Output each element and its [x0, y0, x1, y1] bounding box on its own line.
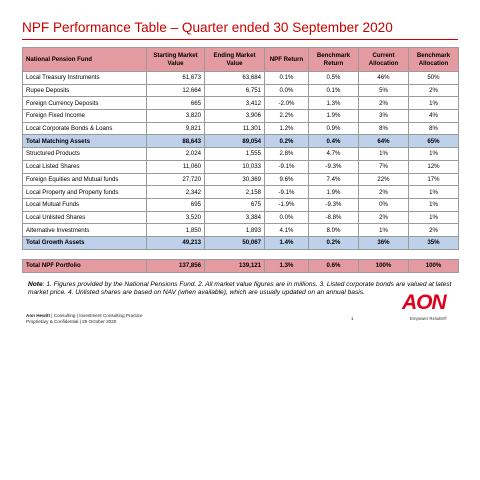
- footer-line-1-rest: | Consulting | Investment Consulting Practice: [50, 313, 143, 318]
- value-cell: 2,024: [147, 148, 205, 161]
- value-cell: -9.1%: [265, 160, 309, 173]
- value-cell: 64%: [359, 135, 409, 148]
- value-cell: 1%: [409, 198, 459, 211]
- value-cell: -8.8%: [309, 211, 359, 224]
- table-row: [23, 160, 459, 173]
- aon-logo-word: AON: [402, 291, 446, 314]
- note-label: Note: [28, 281, 43, 288]
- value-cell: 100%: [409, 259, 459, 273]
- value-cell: 0.5%: [309, 72, 359, 85]
- value-cell: 8%: [409, 122, 459, 135]
- value-cell: 2.8%: [265, 148, 309, 161]
- value-cell: 1,555: [205, 148, 265, 161]
- aon-logo-tagline: Empower Results®: [410, 316, 447, 321]
- value-cell: 46%: [359, 72, 409, 85]
- value-cell: 11,060: [147, 160, 205, 173]
- value-cell: 3,412: [205, 97, 265, 110]
- value-cell: 3%: [359, 110, 409, 123]
- value-cell: 2.2%: [265, 110, 309, 123]
- column-header: Benchmark Return: [309, 48, 359, 72]
- asset-class-cell: Total NPF Portfolio: [23, 259, 147, 273]
- spacer-cell: [23, 249, 459, 259]
- asset-class-cell: Foreign Equities and Mutual funds: [23, 173, 147, 186]
- value-cell: -2.0%: [265, 97, 309, 110]
- value-cell: -9.3%: [309, 160, 359, 173]
- value-cell: 0.0%: [265, 84, 309, 97]
- value-cell: 11,301: [205, 122, 265, 135]
- asset-class-cell: Local Unlisted Shares: [23, 211, 147, 224]
- value-cell: 22%: [359, 173, 409, 186]
- table-body: [23, 72, 459, 273]
- value-cell: 3,906: [205, 110, 265, 123]
- value-cell: 36%: [359, 236, 409, 249]
- value-cell: 4.1%: [265, 224, 309, 237]
- value-cell: 12,664: [147, 84, 205, 97]
- value-cell: 61,673: [147, 72, 205, 85]
- asset-class-cell: Total Growth Assets: [23, 236, 147, 249]
- table-spacer-row: [23, 249, 459, 259]
- column-header: NPF Return: [265, 48, 309, 72]
- value-cell: 2%: [409, 224, 459, 237]
- value-cell: -1.9%: [265, 198, 309, 211]
- column-header: Starting Market Value: [147, 48, 205, 72]
- value-cell: 0.1%: [265, 72, 309, 85]
- table-row: [23, 84, 459, 97]
- table-row: [23, 173, 459, 186]
- performance-table: [22, 47, 459, 273]
- value-cell: 1%: [409, 97, 459, 110]
- asset-class-cell: Total Matching Assets: [23, 135, 147, 148]
- table-row: [23, 224, 459, 237]
- value-cell: 665: [147, 97, 205, 110]
- column-header: Current Allocation: [359, 48, 409, 72]
- value-cell: 63,684: [205, 72, 265, 85]
- asset-class-cell: Alternative Investments: [23, 224, 147, 237]
- table-total-row: [23, 236, 459, 249]
- value-cell: 1.9%: [309, 186, 359, 199]
- value-cell: 139,121: [205, 259, 265, 273]
- value-cell: -9.1%: [265, 186, 309, 199]
- value-cell: 1%: [359, 224, 409, 237]
- value-cell: 6,751: [205, 84, 265, 97]
- asset-class-cell: Rupee Deposits: [23, 84, 147, 97]
- value-cell: 12%: [409, 160, 459, 173]
- value-cell: 695: [147, 198, 205, 211]
- note-text: : 1. Figures provided by the National Pensions Fund. 2. All market value figures are in millions. 3. Listed corporate bonds are valued at latest market price. 4. Unlisted shares are based on NAV (when available), which are usually updated on an annual basis.: [28, 281, 452, 297]
- value-cell: 7%: [359, 160, 409, 173]
- value-cell: 8.0%: [309, 224, 359, 237]
- footnote: [28, 281, 458, 298]
- value-cell: 5%: [359, 84, 409, 97]
- value-cell: 9,821: [147, 122, 205, 135]
- value-cell: 2%: [359, 211, 409, 224]
- value-cell: 50,067: [205, 236, 265, 249]
- value-cell: 675: [205, 198, 265, 211]
- table-row: [23, 148, 459, 161]
- value-cell: 30,369: [205, 173, 265, 186]
- page-title: NPF Performance Table – Quarter ended 30 September 2020: [22, 20, 393, 35]
- value-cell: 137,856: [147, 259, 205, 273]
- value-cell: 1.9%: [309, 110, 359, 123]
- value-cell: 35%: [409, 236, 459, 249]
- table-row: [23, 97, 459, 110]
- value-cell: 9.6%: [265, 173, 309, 186]
- asset-class-cell: Foreign Fixed Income: [23, 110, 147, 123]
- value-cell: 1%: [359, 148, 409, 161]
- value-cell: 10,033: [205, 160, 265, 173]
- value-cell: 7.4%: [309, 173, 359, 186]
- asset-class-cell: Local Listed Shares: [23, 160, 147, 173]
- value-cell: -9.3%: [309, 198, 359, 211]
- table-grand-total-row: [23, 259, 459, 273]
- value-cell: 1.4%: [265, 236, 309, 249]
- value-cell: 1%: [409, 148, 459, 161]
- value-cell: 0.1%: [309, 84, 359, 97]
- table-row: [23, 72, 459, 85]
- value-cell: 0.2%: [265, 135, 309, 148]
- value-cell: 0.9%: [309, 122, 359, 135]
- value-cell: 2,158: [205, 186, 265, 199]
- value-cell: 1,850: [147, 224, 205, 237]
- asset-class-cell: Local Corporate Bonds & Loans: [23, 122, 147, 135]
- value-cell: 4%: [409, 110, 459, 123]
- footer-line-2: Proprietary & Confidential | 28 October 2020: [26, 319, 117, 324]
- value-cell: 1%: [409, 211, 459, 224]
- table-row: [23, 211, 459, 224]
- footer-company: Aon Hewitt: [26, 313, 50, 318]
- table-row: [23, 110, 459, 123]
- table-row: [23, 198, 459, 211]
- value-cell: 4.7%: [309, 148, 359, 161]
- value-cell: 0.2%: [309, 236, 359, 249]
- value-cell: 1.3%: [309, 97, 359, 110]
- table-total-row: [23, 135, 459, 148]
- value-cell: 8%: [359, 122, 409, 135]
- value-cell: 0%: [359, 198, 409, 211]
- value-cell: 2%: [359, 186, 409, 199]
- table-row: [23, 186, 459, 199]
- footer: [26, 313, 143, 325]
- value-cell: 0.0%: [265, 211, 309, 224]
- value-cell: 49,213: [147, 236, 205, 249]
- value-cell: 0.6%: [309, 259, 359, 273]
- value-cell: 1,893: [205, 224, 265, 237]
- asset-class-cell: Local Treasury Instruments: [23, 72, 147, 85]
- value-cell: 2,342: [147, 186, 205, 199]
- table-header-row: [23, 48, 459, 72]
- value-cell: 50%: [409, 72, 459, 85]
- value-cell: 0.4%: [309, 135, 359, 148]
- value-cell: 2%: [409, 84, 459, 97]
- value-cell: 2%: [359, 97, 409, 110]
- title-divider: [22, 39, 458, 40]
- value-cell: 3,384: [205, 211, 265, 224]
- value-cell: 88,643: [147, 135, 205, 148]
- value-cell: 1.2%: [265, 122, 309, 135]
- asset-class-cell: Local Property and Property funds: [23, 186, 147, 199]
- value-cell: 1.3%: [265, 259, 309, 273]
- value-cell: 3,520: [147, 211, 205, 224]
- value-cell: 3,820: [147, 110, 205, 123]
- asset-class-cell: Local Mutual Funds: [23, 198, 147, 211]
- value-cell: 100%: [359, 259, 409, 273]
- column-header: Ending Market Value: [205, 48, 265, 72]
- asset-class-cell: Structured Products: [23, 148, 147, 161]
- column-header: Benchmark Allocation: [409, 48, 459, 72]
- value-cell: 1%: [409, 186, 459, 199]
- page-number: 1: [351, 316, 354, 321]
- aon-logo: [400, 291, 460, 323]
- value-cell: 89,054: [205, 135, 265, 148]
- value-cell: 17%: [409, 173, 459, 186]
- column-header: National Pension Fund: [23, 48, 147, 72]
- asset-class-cell: Foreign Currency Deposits: [23, 97, 147, 110]
- table-row: [23, 122, 459, 135]
- value-cell: 27,720: [147, 173, 205, 186]
- value-cell: 65%: [409, 135, 459, 148]
